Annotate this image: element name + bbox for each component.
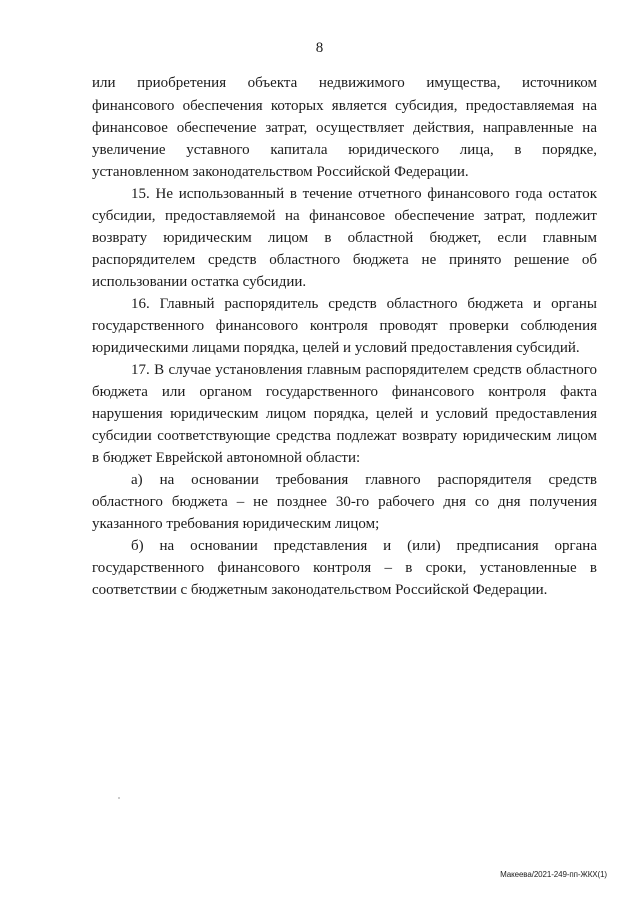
text-line: в бюджет Еврейской автономной области:	[92, 450, 361, 466]
text-line: указанного требования юридическим лицом;	[92, 516, 380, 532]
text-line: увеличение уставного капитала юридического лица, в порядке,	[92, 142, 597, 158]
scan-speck	[118, 797, 120, 799]
paragraph-16-first-line: 16. Главный распорядитель средств областного бюджета и органы	[131, 296, 597, 312]
text-line: использовании остатка субсидии.	[92, 274, 307, 290]
text-line: или приобретения объекта недвижимого имущества, источником	[92, 75, 597, 91]
text-line: бюджета или органом государственного финансового контроля факта	[92, 384, 597, 400]
footer-reference: Макеева/2021-249-пп-ЖКХ(1)	[500, 870, 607, 879]
page-number: 8	[315, 40, 324, 56]
paragraph-15-first-line: 15. Не использованный в течение отчетного финансового года остаток	[131, 186, 597, 202]
text-line: возврату юридическим лицом в областной бюджет, если главным	[92, 230, 597, 246]
text-line: установленном законодательством Российской Федерации.	[92, 164, 469, 180]
text-line: распорядителем средств областного бюджета не принято решение об	[92, 252, 597, 268]
text-line: субсидии соответствующие средства подлежат возврату юридическим лицом	[92, 428, 597, 444]
paragraph-17-first-line: 17. В случае установления главным распорядителем средств областного	[131, 362, 597, 378]
text-line: субсидии, предоставляемой на финансовое обеспечение затрат, подлежит	[92, 208, 597, 224]
text-line: финансовое обеспечение затрат, осуществляет действия, направленные на	[92, 120, 597, 136]
text-line: нарушения юридическим лицом порядка, целей и условий предоставления	[92, 406, 597, 422]
item-a-first-line: а) на основании требования главного распорядителя средств	[131, 472, 597, 488]
text-line: юридическими лицами порядка, целей и условий предоставления субсидий.	[92, 340, 580, 356]
item-b-first-line: б) на основании представления и (или) предписания органа	[131, 538, 597, 554]
text-line: государственного финансового контроля проводят проверки соблюдения	[92, 318, 597, 334]
text-line: областного бюджета – не позднее 30-го рабочего дня со дня получения	[92, 494, 597, 510]
text-line: соответствии с бюджетным законодательством Российской Федерации.	[92, 582, 548, 598]
text-line: государственного финансового контроля – в сроки, установленные в	[92, 560, 597, 576]
text-line: финансового обеспечения которых является субсидия, предоставляемая на	[92, 98, 597, 114]
